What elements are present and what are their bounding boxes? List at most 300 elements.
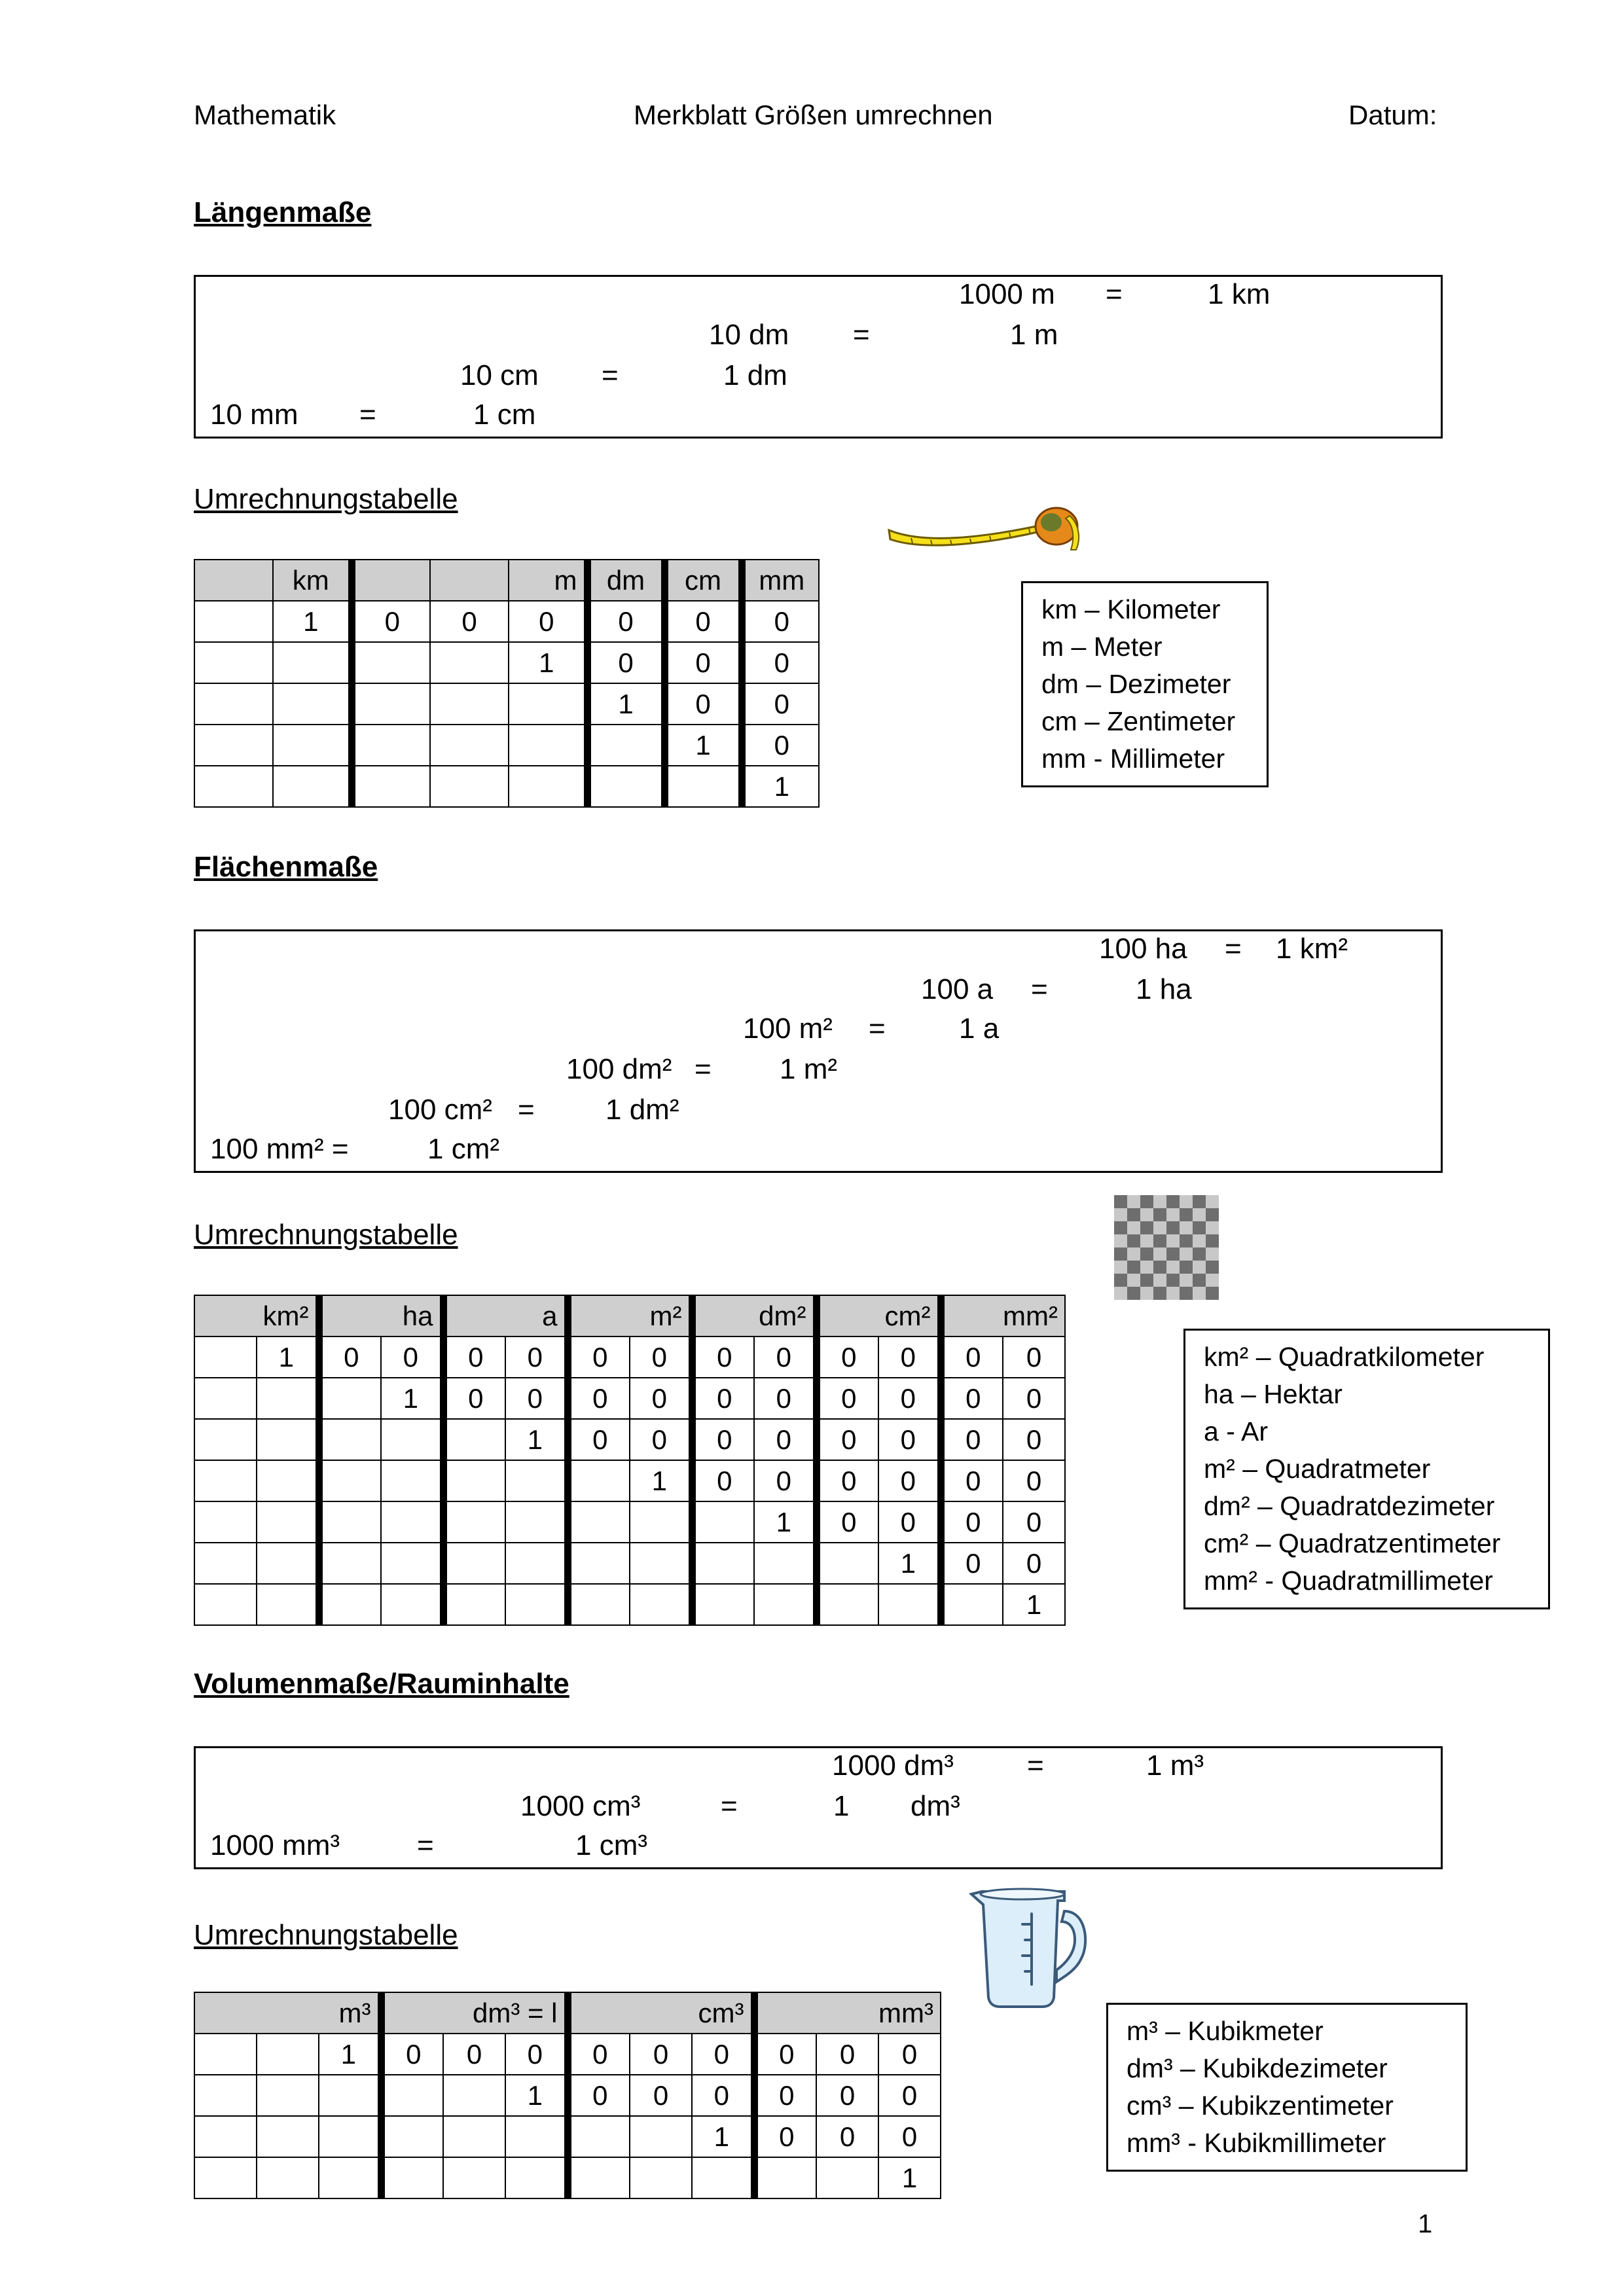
table-cell: [505, 1460, 568, 1501]
table-cell: [630, 2116, 692, 2157]
table-cell: 0: [568, 1336, 630, 1378]
table-cell: 1: [754, 1501, 816, 1543]
length-col-mm: mm: [742, 560, 819, 601]
table-cell: 0: [742, 683, 819, 725]
table-cell: [194, 1584, 257, 1625]
table-cell: 0: [692, 2075, 754, 2116]
volume-eq-1-left: 1000 dm³: [832, 1749, 954, 1782]
table-cell: 0: [878, 2116, 941, 2157]
length-table-title: Umrechnungstabelle: [194, 483, 458, 515]
table-cell: [257, 1378, 319, 1419]
table-cell: 0: [878, 1419, 941, 1460]
area-eq-2-left: 100 a: [921, 973, 994, 1005]
table-cell: [630, 1543, 692, 1584]
table-cell: 0: [630, 1336, 692, 1378]
table-cell: [443, 1460, 505, 1501]
table-cell: [630, 1501, 692, 1543]
table-cell: 0: [941, 1501, 1003, 1543]
table-cell: 1: [878, 1543, 941, 1584]
table-cell: [194, 1460, 257, 1501]
table-cell: 0: [568, 2075, 630, 2116]
volume-col-mm3: mm³: [754, 1992, 941, 2034]
table-cell: 0: [816, 1419, 878, 1460]
length-eq-1-right: 1 km: [1208, 278, 1271, 310]
table-cell: [505, 1584, 568, 1625]
volume-eq-1-op: =: [1027, 1749, 1044, 1782]
table-cell: [257, 2075, 319, 2116]
table-cell: 0: [878, 1501, 941, 1543]
table-cell: 0: [878, 2034, 941, 2075]
table-cell: [754, 2157, 816, 2198]
table-cell: [194, 1378, 257, 1419]
volume-col-cm3: cm³: [568, 1992, 754, 2034]
table-cell: [630, 2157, 692, 2198]
area-table-header-row: [194, 1295, 1065, 1336]
table-cell: [319, 2116, 381, 2157]
legend-item: m – Meter: [1041, 632, 1163, 662]
table-cell: 0: [1003, 1336, 1065, 1378]
legend-item: dm² – Quadratdezimeter: [1204, 1491, 1495, 1521]
table-cell: [587, 766, 664, 807]
table-cell: [443, 1501, 505, 1543]
table-cell: [505, 2116, 568, 2157]
table-cell: [352, 642, 430, 683]
length-eq-4-left: 10 mm: [210, 399, 298, 431]
volume-table-header-row: [194, 1992, 941, 2034]
table-cell: 1: [505, 2075, 568, 2116]
length-eq-3-right: 1 dm: [723, 359, 787, 391]
table-cell: [878, 1584, 941, 1625]
volume-eq-2-left: 1000 cm³: [520, 1790, 641, 1822]
table-cell: [692, 1501, 754, 1543]
table-cell: 0: [878, 1336, 941, 1378]
table-row: [194, 2034, 941, 2075]
table-cell: 1: [381, 1378, 443, 1419]
area-col-km2: km²: [194, 1295, 319, 1336]
area-conversion-table: [194, 1295, 1066, 1626]
table-cell: 0: [692, 2034, 754, 2075]
table-cell: 0: [754, 1419, 816, 1460]
table-cell: [430, 683, 509, 725]
area-eq-6-right: 1 cm²: [427, 1133, 499, 1165]
table-cell: 0: [664, 683, 742, 725]
checkerboard-icon: [1114, 1195, 1219, 1300]
table-cell: [273, 683, 352, 725]
table-cell: [692, 1584, 754, 1625]
area-col-mm2: mm²: [941, 1295, 1065, 1336]
table-cell: 0: [742, 725, 819, 766]
table-cell: 0: [754, 2075, 816, 2116]
length-col-dm: dm: [587, 560, 664, 601]
table-cell: [319, 1460, 381, 1501]
volume-eq-2-unit: dm³: [911, 1790, 960, 1822]
table-cell: [568, 2157, 630, 2198]
table-cell: [509, 766, 587, 807]
length-table-header-row: [194, 560, 819, 601]
volume-equations-box: [194, 1746, 1443, 1869]
table-cell: 0: [587, 601, 664, 642]
header-subject: Mathematik: [194, 99, 336, 130]
table-cell: 1: [257, 1336, 319, 1378]
table-cell: [692, 1543, 754, 1584]
table-cell: 1: [273, 601, 352, 642]
table-cell: 0: [664, 601, 742, 642]
table-cell: 1: [742, 766, 819, 807]
legend-item: m² – Quadratmeter: [1204, 1454, 1431, 1484]
table-row: [194, 2157, 941, 2198]
area-eq-4-left: 100 dm²: [566, 1053, 672, 1085]
table-cell: [257, 1584, 319, 1625]
length-col-cm: cm: [664, 560, 742, 601]
table-cell: [257, 1543, 319, 1584]
legend-item: mm - Millimeter: [1041, 744, 1225, 774]
table-row: [194, 2075, 941, 2116]
table-cell: 0: [692, 1336, 754, 1378]
table-cell: 0: [381, 2034, 443, 2075]
table-cell: [505, 1543, 568, 1584]
page-number: 1: [1418, 2210, 1433, 2238]
table-cell: 0: [941, 1543, 1003, 1584]
table-cell: 0: [381, 1336, 443, 1378]
area-col-ha: ha: [319, 1295, 443, 1336]
table-cell: [194, 766, 273, 807]
table-cell: [257, 2116, 319, 2157]
table-cell: [257, 2157, 319, 2198]
table-cell: [568, 1460, 630, 1501]
header-title: Merkblatt Größen umrechnen: [634, 99, 993, 130]
table-cell: [257, 1501, 319, 1543]
table-cell: 0: [352, 601, 430, 642]
table-cell: 0: [1003, 1543, 1065, 1584]
table-cell: [319, 1501, 381, 1543]
table-cell: 0: [816, 2116, 878, 2157]
table-cell: 0: [443, 1336, 505, 1378]
table-cell: [319, 1584, 381, 1625]
table-cell: [319, 1378, 381, 1419]
area-eq-5-op: =: [518, 1094, 535, 1126]
area-eq-5-right: 1 dm²: [605, 1094, 679, 1126]
length-eq-2-op: =: [853, 319, 870, 351]
area-eq-4-op: =: [695, 1053, 712, 1085]
volume-title: Volumenmaße/Rauminhalte: [194, 1668, 569, 1700]
table-cell: [194, 683, 273, 725]
table-cell: 0: [1003, 1501, 1065, 1543]
legend-item: km² – Quadratkilometer: [1204, 1342, 1485, 1372]
table-cell: 0: [692, 1378, 754, 1419]
table-cell: 0: [505, 2034, 568, 2075]
length-eq-2-right: 1 m: [1010, 319, 1058, 351]
table-cell: [568, 1584, 630, 1625]
table-cell: 0: [1003, 1419, 1065, 1460]
legend-item: cm³ – Kubikzentimeter: [1127, 2090, 1394, 2121]
length-eq-2-left: 10 dm: [709, 319, 789, 351]
length-col-3: [430, 560, 509, 601]
table-cell: 0: [754, 2116, 816, 2157]
length-eq-4-op: =: [359, 399, 376, 431]
volume-conversion-table: [194, 1992, 941, 2199]
table-cell: [194, 642, 273, 683]
table-cell: [381, 2075, 443, 2116]
area-eq-6-left: 100 mm² =: [210, 1133, 349, 1165]
table-cell: 0: [941, 1419, 1003, 1460]
table-cell: [443, 2075, 505, 2116]
volume-col-m3: m³: [194, 1992, 381, 2034]
table-cell: 0: [1003, 1460, 1065, 1501]
area-eq-5-left: 100 cm²: [388, 1094, 492, 1126]
legend-item: m³ – Kubikmeter: [1127, 2016, 1324, 2046]
area-col-cm2: cm²: [816, 1295, 941, 1336]
table-cell: 0: [754, 2034, 816, 2075]
table-cell: 0: [742, 601, 819, 642]
table-cell: [194, 1501, 257, 1543]
table-cell: 0: [816, 1460, 878, 1501]
length-col-km: km: [273, 560, 352, 601]
table-cell: [568, 1543, 630, 1584]
table-cell: 0: [754, 1378, 816, 1419]
area-title: Flächenmaße: [194, 851, 378, 883]
table-cell: [443, 1419, 505, 1460]
table-cell: 1: [692, 2116, 754, 2157]
table-row: [194, 766, 819, 807]
volume-col-dm3: dm³ = l: [381, 1992, 568, 2034]
table-cell: 0: [754, 1336, 816, 1378]
legend-item: cm² – Quadratzentimeter: [1204, 1528, 1501, 1558]
table-cell: [257, 2034, 319, 2075]
area-table-title: Umrechnungstabelle: [194, 1219, 458, 1251]
table-cell: [509, 683, 587, 725]
table-cell: 0: [941, 1336, 1003, 1378]
table-cell: [257, 1460, 319, 1501]
table-cell: 0: [1003, 1378, 1065, 1419]
table-cell: [754, 1584, 816, 1625]
table-cell: 0: [319, 1336, 381, 1378]
table-cell: [381, 2157, 443, 2198]
length-eq-1-op: =: [1106, 278, 1123, 310]
volume-legend: [1106, 2003, 1468, 2172]
table-cell: 1: [505, 1419, 568, 1460]
length-eq-4-right: 1 cm: [473, 399, 536, 431]
table-cell: 0: [587, 642, 664, 683]
table-cell: [443, 1543, 505, 1584]
table-cell: [194, 2075, 257, 2116]
table-cell: [430, 642, 509, 683]
table-cell: [381, 1543, 443, 1584]
table-row: [194, 1460, 1065, 1501]
length-title: Längenmaße: [194, 196, 372, 228]
legend-item: km – Kilometer: [1041, 594, 1221, 624]
table-cell: 0: [630, 1378, 692, 1419]
table-cell: 0: [443, 2034, 505, 2075]
length-legend: [1021, 581, 1269, 787]
table-cell: 1: [319, 2034, 381, 2075]
table-cell: [194, 2157, 257, 2198]
table-cell: [941, 1584, 1003, 1625]
table-cell: [273, 766, 352, 807]
table-cell: [430, 725, 509, 766]
volume-eq-3-op: =: [417, 1829, 434, 1861]
table-cell: [443, 2157, 505, 2198]
table-cell: [257, 1419, 319, 1460]
table-cell: 0: [754, 1460, 816, 1501]
table-cell: 0: [630, 1419, 692, 1460]
table-row: [194, 2116, 941, 2157]
table-cell: [509, 725, 587, 766]
table-cell: 0: [568, 2034, 630, 2075]
header-date: Datum:: [1348, 99, 1437, 130]
table-cell: 0: [430, 601, 509, 642]
table-cell: [273, 642, 352, 683]
table-cell: 0: [941, 1378, 1003, 1419]
table-cell: [381, 1584, 443, 1625]
table-cell: [381, 1501, 443, 1543]
table-cell: 0: [509, 601, 587, 642]
table-cell: [194, 1336, 257, 1378]
table-cell: 1: [587, 683, 664, 725]
table-cell: [816, 2157, 878, 2198]
table-cell: 0: [816, 2034, 878, 2075]
area-eq-1-right: 1 km²: [1276, 933, 1348, 965]
table-cell: 0: [664, 642, 742, 683]
table-cell: 1: [630, 1460, 692, 1501]
length-eq-1-left: 1000 m: [959, 278, 1055, 310]
volume-eq-3-right: 1 cm³: [575, 1829, 647, 1861]
table-row: [194, 1543, 1065, 1584]
table-cell: 0: [443, 1378, 505, 1419]
area-eq-2-op: =: [1031, 973, 1048, 1005]
table-row: [194, 683, 819, 725]
table-cell: [194, 725, 273, 766]
table-cell: 1: [509, 642, 587, 683]
length-col-0: [194, 560, 273, 601]
table-row: [194, 1378, 1065, 1419]
length-col-2: [352, 560, 430, 601]
length-eq-3-op: =: [602, 359, 619, 391]
length-conversion-table: [194, 559, 820, 808]
length-col-m: m: [509, 560, 587, 601]
table-cell: [443, 2116, 505, 2157]
table-cell: [194, 1543, 257, 1584]
table-cell: 0: [568, 1419, 630, 1460]
legend-item: ha – Hektar: [1204, 1379, 1343, 1409]
legend-item: a - Ar: [1204, 1416, 1268, 1446]
table-row: [194, 1419, 1065, 1460]
area-eq-4-right: 1 m²: [780, 1053, 837, 1085]
table-cell: [568, 1501, 630, 1543]
table-cell: [381, 1460, 443, 1501]
table-cell: 1: [1003, 1584, 1065, 1625]
table-cell: 1: [664, 725, 742, 766]
table-cell: [568, 2116, 630, 2157]
table-cell: [194, 601, 273, 642]
area-legend: [1183, 1329, 1550, 1609]
table-cell: [505, 1501, 568, 1543]
table-cell: [194, 2034, 257, 2075]
table-row: [194, 601, 819, 642]
table-cell: 0: [878, 2075, 941, 2116]
volume-eq-1-right: 1 m³: [1146, 1749, 1204, 1782]
area-eq-3-right: 1 a: [959, 1013, 1000, 1045]
table-cell: 0: [816, 1336, 878, 1378]
table-cell: [443, 1584, 505, 1625]
table-cell: [273, 725, 352, 766]
table-cell: 0: [878, 1460, 941, 1501]
table-cell: 0: [742, 642, 819, 683]
table-cell: 0: [692, 1460, 754, 1501]
table-row: [194, 1336, 1065, 1378]
legend-item: cm – Zentimeter: [1041, 706, 1236, 736]
table-cell: [505, 2157, 568, 2198]
table-row: [194, 1501, 1065, 1543]
table-row: [194, 725, 819, 766]
volume-eq-2-op: =: [721, 1790, 738, 1822]
table-cell: [630, 1584, 692, 1625]
volume-eq-2-right: 1: [833, 1790, 850, 1822]
measuring-jug-icon: [966, 1885, 1091, 2009]
legend-item: dm – Dezimeter: [1041, 669, 1231, 699]
table-cell: [754, 1543, 816, 1584]
table-row: [194, 642, 819, 683]
table-cell: [319, 2157, 381, 2198]
table-cell: [194, 1419, 257, 1460]
table-cell: [587, 725, 664, 766]
area-col-a: a: [443, 1295, 568, 1336]
table-cell: 0: [630, 2034, 692, 2075]
table-cell: [352, 725, 430, 766]
volume-table-title: Umrechnungstabelle: [194, 1919, 458, 1951]
table-cell: [381, 1419, 443, 1460]
table-cell: [352, 683, 430, 725]
table-cell: 0: [816, 2075, 878, 2116]
table-cell: 0: [630, 2075, 692, 2116]
table-cell: 0: [505, 1378, 568, 1419]
legend-item: mm³ - Kubikmillimeter: [1127, 2128, 1386, 2158]
length-equations-box: [194, 275, 1443, 439]
area-col-m2: m²: [568, 1295, 692, 1336]
table-cell: 0: [816, 1378, 878, 1419]
table-cell: [664, 766, 742, 807]
table-cell: 0: [816, 1501, 878, 1543]
area-col-dm2: dm²: [692, 1295, 816, 1336]
table-cell: 0: [878, 1378, 941, 1419]
table-cell: 1: [878, 2157, 941, 2198]
table-cell: [352, 766, 430, 807]
table-cell: [194, 2116, 257, 2157]
volume-eq-3-left: 1000 mm³: [210, 1829, 340, 1861]
table-cell: 0: [941, 1460, 1003, 1501]
measuring-tape-icon: [885, 504, 1088, 563]
table-cell: 0: [505, 1336, 568, 1378]
area-eq-2-right: 1 ha: [1136, 973, 1192, 1005]
table-cell: [816, 1584, 878, 1625]
legend-item: mm² - Quadratmillimeter: [1204, 1566, 1493, 1596]
table-cell: 0: [692, 1419, 754, 1460]
table-cell: [381, 2116, 443, 2157]
table-cell: [319, 2075, 381, 2116]
length-eq-3-left: 10 cm: [460, 359, 539, 391]
area-eq-3-left: 100 m²: [743, 1013, 833, 1045]
area-equations-box: [194, 929, 1443, 1173]
area-eq-1-left: 100 ha: [1099, 933, 1187, 965]
table-row: [194, 1584, 1065, 1625]
table-cell: [319, 1543, 381, 1584]
table-cell: [319, 1419, 381, 1460]
area-eq-1-op: =: [1225, 933, 1242, 965]
table-cell: [430, 766, 509, 807]
table-cell: [816, 1543, 878, 1584]
table-cell: 0: [568, 1378, 630, 1419]
table-cell: [692, 2157, 754, 2198]
area-eq-3-op: =: [869, 1013, 886, 1045]
